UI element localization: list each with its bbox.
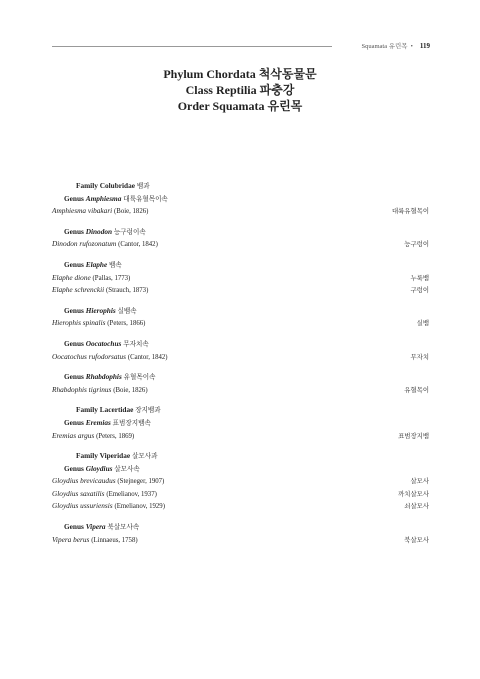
- species-common-name: 실뱀: [416, 319, 429, 328]
- species-author: (Stejneger, 1907): [117, 478, 165, 486]
- genus-heading: [52, 305, 429, 318]
- family-heading: [52, 180, 429, 193]
- genus-name: Vipera: [85, 522, 106, 532]
- genus-label: Genus: [64, 463, 84, 473]
- family-label: Family: [76, 405, 98, 415]
- header-separator: •: [410, 43, 413, 50]
- species-row: [52, 475, 429, 488]
- species-name: Dinodon rufozonatum: [52, 239, 117, 249]
- species-row: [52, 351, 429, 364]
- running-header: [52, 40, 430, 52]
- family-name: Viperidae: [99, 451, 131, 461]
- species-author: (Peters, 1866): [107, 320, 146, 328]
- genus-name: Eremias: [85, 417, 111, 427]
- genus-name-ko: 실뱀속: [117, 306, 137, 315]
- genus-name-ko: 북살모사속: [107, 523, 140, 532]
- genus-label: Genus: [64, 338, 84, 348]
- taxon-block: [52, 259, 429, 297]
- species-common-name: 구렁이: [410, 286, 429, 295]
- species-common-name: 살모사: [410, 477, 429, 486]
- species-name: Rhabdophis tigrinus: [52, 384, 112, 394]
- taxon-block: [52, 226, 429, 251]
- taxon-block: [52, 180, 429, 218]
- genus-heading: [52, 371, 429, 384]
- genus-label: Genus: [64, 372, 84, 382]
- genus-name: Oocatochus: [85, 338, 122, 348]
- species-row: [52, 384, 429, 397]
- genus-label: Genus: [64, 226, 84, 236]
- family-name-ko: 살모사과: [131, 452, 158, 461]
- taxon-block: [52, 404, 429, 442]
- species-common-name: 유혈목이: [404, 385, 429, 394]
- genus-name: Amphiesma: [85, 193, 122, 203]
- species-author: (Cantor, 1842): [127, 353, 168, 361]
- genus-name-ko: 뱀속: [109, 260, 122, 269]
- species-author: (Linnaeus, 1758): [91, 536, 138, 544]
- page-number: 119: [419, 42, 430, 50]
- genus-label: Genus: [64, 417, 84, 427]
- genus-label: Genus: [64, 193, 84, 203]
- species-author: (Pallas, 1773): [92, 274, 131, 282]
- genus-label: Genus: [64, 259, 84, 269]
- species-row: [52, 272, 429, 285]
- genus-name-ko: 대륙유혈목이속: [123, 194, 168, 203]
- family-name-ko: 장지뱀과: [135, 406, 161, 415]
- header-rule: [52, 46, 332, 47]
- genus-heading: [52, 521, 429, 534]
- species-row: [52, 500, 429, 513]
- genus-name-ko: 무자치속: [123, 339, 149, 348]
- species-row: [52, 317, 429, 330]
- species-author: (Boie, 1826): [114, 208, 149, 216]
- running-header-text: [361, 40, 430, 53]
- running-title: Squamata 유린목: [361, 43, 408, 50]
- species-name: Hierophis spinalis: [52, 318, 106, 328]
- family-name: Colubridae: [99, 181, 135, 190]
- title-order: Order Squamata 유린목: [177, 99, 303, 113]
- species-author: (Cantor, 1842): [118, 241, 158, 249]
- genus-heading: [52, 193, 429, 206]
- title-block: [0, 66, 480, 114]
- family-label: Family: [76, 451, 98, 461]
- family-heading: [52, 404, 429, 417]
- species-author: (Emelianov, 1929): [114, 503, 165, 511]
- taxon-block: [52, 521, 429, 546]
- genus-heading: [52, 338, 429, 351]
- genus-label: Genus: [64, 305, 84, 315]
- family-name: Lacertidae: [99, 405, 134, 415]
- species-row: [52, 238, 429, 251]
- taxon-block: [52, 338, 429, 363]
- species-row: [52, 205, 429, 218]
- species-name: Gloydius ussuriensis: [52, 501, 113, 511]
- family-name-ko: 뱀과: [136, 182, 150, 190]
- species-common-name: 까치살모사: [398, 489, 429, 498]
- species-name: Elaphe schrenckii: [52, 285, 105, 295]
- species-common-name: 무자치: [410, 352, 429, 361]
- species-author: (Peters, 1869): [96, 432, 135, 440]
- species-row: [52, 488, 429, 501]
- species-author: (Boie, 1826): [113, 386, 148, 394]
- species-name: Vipera berus: [52, 534, 90, 544]
- genus-label: Genus: [64, 522, 84, 532]
- species-list: [52, 180, 429, 554]
- species-name: Elaphe dione: [52, 272, 91, 282]
- genus-heading: [52, 417, 429, 430]
- genus-name-ko: 살모사속: [114, 464, 140, 473]
- species-row: [52, 430, 429, 443]
- genus-name: Elaphe: [85, 259, 108, 269]
- species-row: [52, 534, 429, 547]
- species-name: Oocatochus rufodorsatus: [52, 351, 126, 361]
- genus-name-ko: 표범장지뱀속: [112, 418, 151, 427]
- species-common-name: 누룩뱀: [410, 273, 429, 282]
- genus-name: Dinodon: [85, 226, 113, 236]
- species-name: Gloydius saxatilis: [52, 488, 105, 498]
- species-author: (Emelianov, 1937): [106, 490, 157, 498]
- genus-name-ko: 능구렁이속: [113, 227, 146, 236]
- species-author: (Strauch, 1873): [106, 287, 149, 295]
- species-row: [52, 284, 429, 297]
- species-common-name: 표범장지뱀: [398, 431, 429, 440]
- family-label: Family: [76, 181, 98, 190]
- genus-name: Rhabdophis: [85, 372, 122, 382]
- taxon-block: [52, 371, 429, 396]
- genus-heading: [52, 463, 429, 476]
- taxon-block: [52, 450, 429, 513]
- species-common-name: 북살모사: [404, 535, 429, 544]
- species-name: Amphiesma vibakari: [52, 206, 113, 216]
- family-heading: [52, 450, 429, 463]
- genus-heading: [52, 226, 429, 239]
- species-common-name: 대륙유혈목이: [391, 207, 429, 216]
- species-common-name: 쇠살모사: [404, 502, 429, 511]
- title-class: Class Reptilia 파충강: [185, 83, 295, 97]
- genus-name: Hierophis: [85, 305, 116, 315]
- species-name: Eremias argus: [52, 430, 95, 440]
- genus-name-ko: 유혈목이속: [123, 373, 156, 382]
- title-phylum: Phylum Chordata 척삭동물문: [163, 67, 317, 81]
- taxon-block: [52, 305, 429, 330]
- species-name: Gloydius brevicaudus: [52, 476, 116, 486]
- genus-heading: [52, 259, 429, 272]
- species-common-name: 능구렁이: [404, 240, 429, 249]
- genus-name: Gloydius: [85, 463, 113, 473]
